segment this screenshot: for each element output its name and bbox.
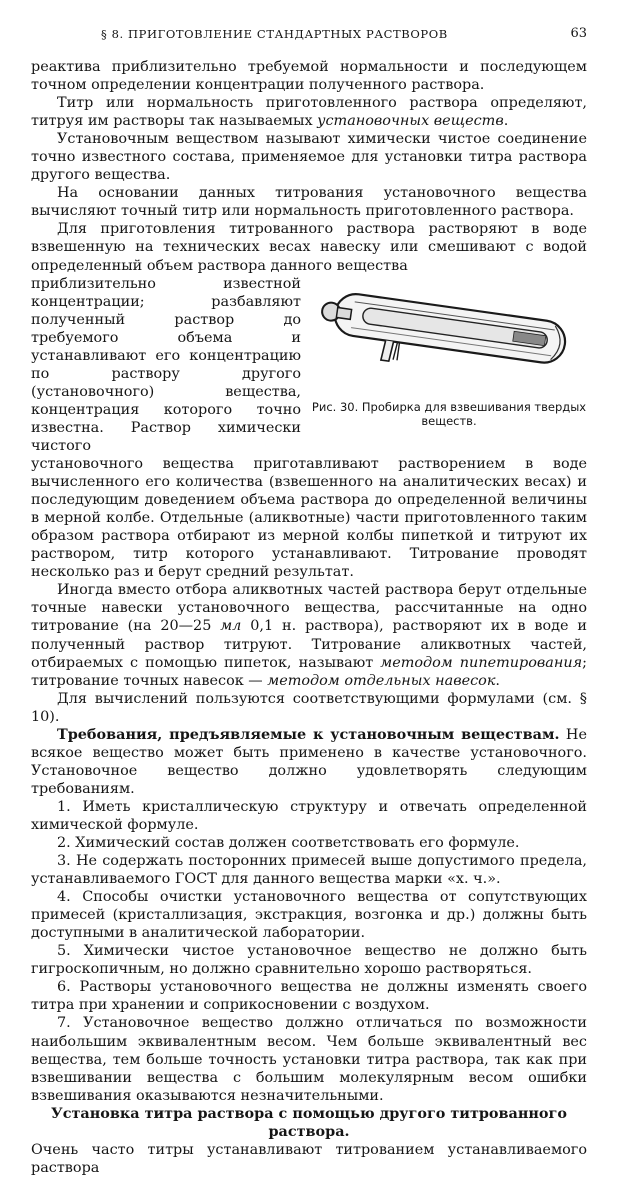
body-text [31,58,587,1177]
term-pipetting-method: методом пипетирования [380,654,583,671]
stopper-neck [336,307,351,319]
paragraph-preparation-wrapped: приблизительно известной концентрации; разбавляют полученный раствор до требуемого объема и устанавливают его концентрацию по раствору другого (установочного) вещества, концентрация которого точно известна. Раствор химически чистого [31,275,301,454]
paragraph-text-2: 0,1 н. раствора), растворяют их в воде и полученный раствор титруют. Титрование аликвотных частей, отбираемых с помощью пипеток, называют [31,618,587,671]
running-title: § 8. ПРИГОТОВЛЕНИЕ СТАНДАРТНЫХ РАСТВОРОВ [101,27,448,41]
paragraph-last-line: Очень часто титры устанавливают титрованием устанавливаемого раствора [31,1141,587,1176]
paragraph-calculations: Для вычислений пользуются соответствующими формулами (см. § 10). [31,690,587,725]
requirement-item: 1. Иметь кристаллическую структуру и отвечать определенной химической формуле. [31,798,587,833]
paragraph-end: . [495,672,500,689]
unit-ml: мл [220,618,242,635]
requirement-item: 2. Химический состав должен соответствовать его формуле. [57,835,520,852]
term-separate-weighings-method: методом отдельных навесок [267,672,496,689]
term-standard-substances: установочных веществ [317,113,504,130]
paragraph-text: Не всякое вещество может быть применено в качестве установочного. Установочное вещество должно удовлетворять следующим требованиям. [31,726,587,797]
paragraph-text: Титр или нормальность приготовленного раствора определяют, титруя им растворы так называемых [31,95,587,130]
paragraph-titre-definition [31,94,587,130]
paragraph-text: Иногда вместо отбора аликвотных частей раствора берут отдельные точные навески установочного вещества, рассчитанные на одно титрование (на 20—25 [31,582,587,635]
paragraph-end: . [503,113,509,130]
paragraph-aliquot-methods [31,581,587,689]
section-heading: Установка титра раствора с помощью другого титрованного раствора. [51,1104,567,1140]
page-number: 63 [570,26,587,41]
figure-caption: Рис. 30. Пробирка для взвешивания твердых веществ. [311,399,587,428]
requirement-item: 7. Установочное вещество должно отличаться по возможности наибольшим эквивалентным весом. Чем больше эквивалентный вес вещества, тем больше точность установки титра раствора, так как при взвешивании вещества с большим молекулярным весом ошибки взвешивания оказываются незначительными. [31,1015,587,1104]
paragraph-preparation-intro: Для приготовления титрованного раствора растворяют в воде взвешенную на технических весах навеску или смешивают с водой определенный объем раствора данного вещества [31,221,587,274]
requirement-item: 3. Не содержать посторонних примесей выше допустимого предела, устанавливаемого ГОСТ для данного вещества марки «х. ч.». [31,853,587,888]
weighing-tube-illustration [317,277,579,395]
requirement-item: 5. Химически чистое установочное вещество не должно быть гигроскопичным, но должно сравнительно хорошо растворяться. [31,943,587,978]
paragraph-standard-substance: Установочным веществом называют химически чистое соединение точно известного состава, применяемое для установки титра раствора другого вещества. [31,131,587,184]
page-header [31,27,587,45]
tube-leg-left [381,340,394,361]
requirement-item: 4. Способы очистки установочного вещества от сопутствующих примесей (кристаллизация, экстракция, возгонка и др.) должны быть доступными в аналитической лаборатории. [31,889,587,942]
paragraph-titration-data: На основании данных титрования установочного вещества вычисляют точный титр или нормальность приготовленного раствора. [31,185,587,220]
paragraph-continuation: реактива приблизительно требуемой нормальности и последующем точном определении концентрации полученного раствора. [31,59,587,94]
requirements-heading: Требования, предъявляемые к установочным веществам. [57,725,560,743]
paragraph-requirements-intro [31,726,587,798]
paragraph-text-3: ; титрование точных навесок — [31,654,587,689]
requirement-item: 6. Растворы установочного вещества не должны изменять своего титра при хранении и соприкосновении с воздухом. [31,979,587,1014]
paragraph-preparation-rest: установочного вещества приготавливают растворением в воде вычисленного его количества (взвешенного на аналитических весах) и последующим доведением объема раствора до определенной величины в мерной колбе. Отдельные (аликвотные) части приготовленного таким образом раствора отбирают из мерной колбы пипеткой и титруют их раствором, титр которого устанавливают. Титрование проводят несколько раз и берут средний результат. [31,456,587,581]
figure-weighing-tube [311,275,587,438]
figure-wrap-block [31,275,587,455]
book-page [31,0,587,1176]
